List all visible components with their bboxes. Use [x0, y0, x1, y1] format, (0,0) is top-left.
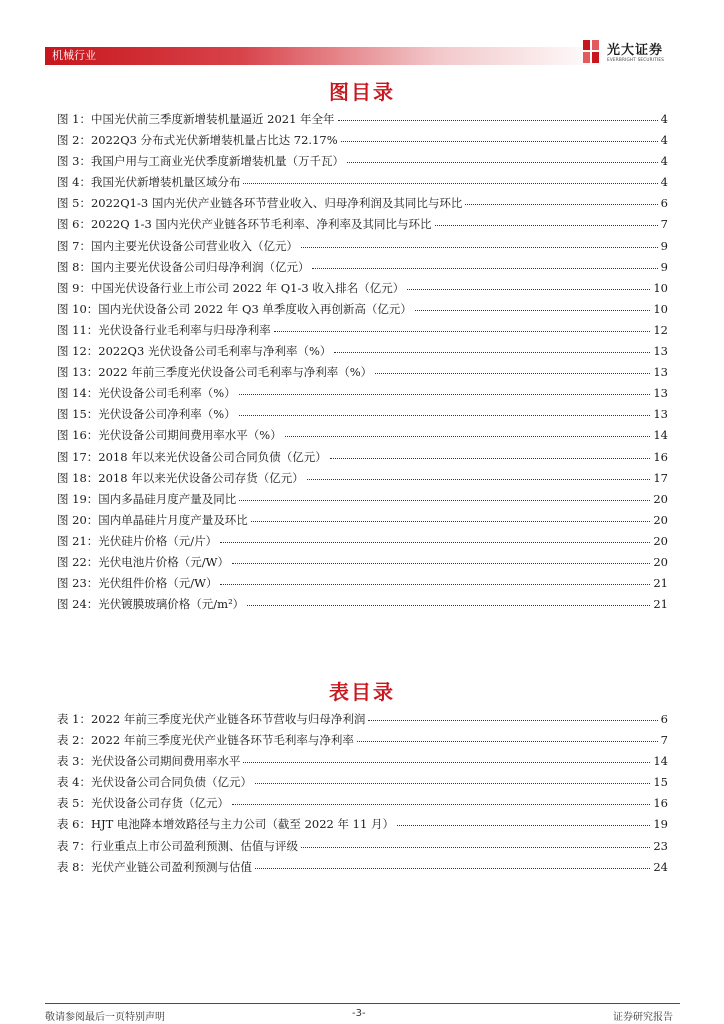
toc-entry-page: 16	[653, 449, 668, 464]
toc-leader-dots	[243, 182, 657, 184]
toc-entry-label: 图 3：我国户用与工商业光伏季度新增装机量（万千瓦）	[57, 154, 344, 169]
toc-entry[interactable]	[57, 406, 668, 427]
toc-entry-label: 图 18：2018 年以来光伏设备公司存货（亿元）	[57, 470, 304, 485]
toc-leader-dots	[239, 414, 651, 416]
toc-leader-dots	[375, 372, 650, 374]
toc-entry[interactable]	[57, 512, 668, 533]
toc-entry-page: 20	[653, 512, 668, 527]
toc-entry[interactable]	[57, 153, 668, 174]
toc-entry[interactable]	[57, 343, 668, 364]
toc-entry-label: 图 19：国内多晶硅月度产量及同比	[57, 491, 237, 506]
toc-leader-dots	[301, 846, 650, 848]
toc-leader-dots	[247, 604, 650, 606]
toc-entry-page: 21	[653, 576, 668, 591]
toc-entry-label: 图 23：光伏组件价格（元/W）	[57, 576, 218, 591]
toc-entry-label: 图 16：光伏设备公司期间费用率水平（%）	[57, 428, 282, 443]
toc-entry-label: 表 3：光伏设备公司期间费用率水平	[57, 754, 241, 769]
toc-entry[interactable]	[57, 385, 668, 406]
toc-entry-page: 4	[660, 133, 668, 148]
toc-leader-dots	[243, 761, 650, 763]
toc-entry-label: 图 15：光伏设备公司净利率（%）	[57, 407, 236, 422]
toc-entry-label: 表 6：HJT 电池降本增效路径与主力公司（截至 2022 年 11 月）	[57, 817, 394, 832]
toc-entry-label: 图 13：2022 年前三季度光伏设备公司毛利率与净利率（%）	[57, 365, 373, 380]
footer-divider	[45, 1003, 680, 1004]
figures-title: 图目录	[329, 80, 395, 104]
brand-logo	[581, 38, 681, 68]
toc-entry[interactable]	[57, 259, 668, 280]
toc-entry-page: 14	[653, 428, 668, 443]
toc-entry-label: 图 11：光伏设备行业毛利率与归母净利率	[57, 322, 271, 337]
everbright-logo-icon	[581, 38, 603, 66]
toc-entry[interactable]	[57, 111, 668, 132]
toc-entry-label: 图 14：光伏设备公司毛利率（%）	[57, 386, 236, 401]
toc-entry-page: 24	[653, 859, 668, 874]
toc-entry-label: 图 10：国内光伏设备公司 2022 年 Q3 单季度收入再创新高（亿元）	[57, 301, 412, 316]
toc-entry[interactable]	[57, 238, 668, 259]
toc-entry[interactable]	[57, 364, 668, 385]
toc-leader-dots	[251, 520, 651, 522]
toc-entry-label: 表 1：2022 年前三季度光伏产业链各环节营收与归母净利润	[57, 712, 366, 726]
toc-entry-page: 13	[653, 365, 668, 380]
toc-entry[interactable]	[57, 575, 668, 596]
toc-entry-page: 4	[660, 112, 668, 126]
toc-entry-page: 10	[653, 280, 668, 295]
toc-entry-page: 23	[653, 838, 668, 853]
toc-entry-label: 图 20：国内单晶硅片月度产量及环比	[57, 512, 248, 527]
toc-entry[interactable]	[57, 596, 668, 617]
footer-report-type: 证券研究报告	[613, 1012, 673, 1023]
toc-entry[interactable]	[57, 774, 668, 795]
toc-leader-dots	[312, 267, 657, 269]
toc-entry-page: 14	[653, 754, 668, 769]
toc-entry-page: 20	[653, 554, 668, 569]
toc-leader-dots	[347, 161, 658, 163]
toc-leader-dots	[274, 330, 651, 332]
toc-entry-label: 表 8：光伏产业链公司盈利预测与估值	[57, 859, 252, 874]
toc-leader-dots	[232, 803, 650, 805]
toc-entry-label: 图 5：2022Q1-3 国内光伏产业链各环节营业收入、归母净利润及其同比与环比	[57, 196, 463, 211]
toc-entry[interactable]	[57, 753, 668, 774]
toc-entry[interactable]	[57, 195, 668, 216]
toc-entry-page: 13	[653, 386, 668, 401]
toc-entry-page: 15	[653, 775, 668, 790]
toc-entry[interactable]	[57, 491, 668, 512]
toc-entry-page: 4	[660, 175, 668, 190]
toc-entry-page: 4	[660, 154, 668, 169]
toc-entry-label: 表 5：光伏设备公司存货（亿元）	[57, 796, 229, 811]
toc-entry[interactable]	[57, 470, 668, 491]
toc-leader-dots	[415, 309, 650, 311]
toc-leader-dots	[255, 782, 650, 784]
section-label: 机械行业	[52, 49, 96, 62]
toc-leader-dots	[220, 583, 650, 585]
toc-entry-label: 图 6：2022Q 1-3 国内光伏产业链各环节毛利率、净利率及其同比与环比	[57, 217, 432, 232]
figure-list	[57, 111, 668, 617]
toc-leader-dots	[239, 499, 650, 501]
toc-entry-label: 图 8：国内主要光伏设备公司归母净利润（亿元）	[57, 259, 310, 274]
toc-entry-label: 图 17：2018 年以来光伏设备公司合同负债（亿元）	[57, 449, 327, 464]
toc-entry-label: 图 1：中国光伏前三季度新增装机量逼近 2021 年全年	[57, 112, 335, 126]
toc-entry-label: 表 2：2022 年前三季度光伏产业链各环节毛利率与净利率	[57, 733, 354, 748]
toc-entry-label: 表 7：行业重点上市公司盈利预测、估值与评级	[57, 838, 298, 853]
toc-entry-page: 12	[653, 322, 668, 337]
toc-entry[interactable]	[57, 427, 668, 448]
toc-entry-page: 19	[653, 817, 668, 832]
toc-entry-label: 图 9：中国光伏设备行业上市公司 2022 年 Q1-3 收入排名（亿元）	[57, 280, 405, 295]
toc-leader-dots	[239, 393, 651, 395]
toc-entry[interactable]	[57, 711, 668, 732]
toc-entry[interactable]	[57, 838, 668, 859]
toc-entry-page: 17	[653, 470, 668, 485]
toc-leader-dots	[357, 740, 658, 742]
toc-leader-dots	[338, 119, 658, 121]
toc-leader-dots	[368, 719, 657, 721]
page-number: -3-	[352, 1008, 366, 1019]
toc-entry[interactable]	[57, 280, 668, 301]
header-band	[45, 47, 605, 65]
toc-entry-label: 图 21：光伏硅片价格（元/片）	[57, 533, 218, 548]
toc-entry-page: 16	[653, 796, 668, 811]
toc-leader-dots	[465, 203, 657, 205]
toc-leader-dots	[435, 224, 658, 226]
brand-subtitle: EVERBRIGHT SECURITIES	[607, 57, 665, 62]
toc-leader-dots	[307, 478, 651, 480]
toc-entry-page: 20	[653, 533, 668, 548]
toc-leader-dots	[255, 867, 650, 869]
toc-entry[interactable]	[57, 174, 668, 195]
toc-leader-dots	[232, 562, 650, 564]
toc-entry-label: 图 4：我国光伏新增装机量区域分布	[57, 175, 241, 190]
toc-entry[interactable]	[57, 816, 668, 837]
toc-entry-page: 13	[653, 344, 668, 359]
toc-entry-label: 图 22：光伏电池片价格（元/W）	[57, 554, 229, 569]
toc-entry[interactable]	[57, 554, 668, 575]
toc-entry-label: 表 4：光伏设备公司合同负债（亿元）	[57, 775, 252, 790]
toc-entry-page: 21	[653, 597, 668, 612]
toc-entry-page: 13	[653, 407, 668, 422]
toc-entry[interactable]	[57, 795, 668, 816]
toc-entry-label: 图 24：光伏镀膜玻璃价格（元/m²）	[57, 597, 245, 612]
toc-entry-page: 9	[660, 238, 668, 253]
toc-leader-dots	[334, 351, 650, 353]
toc-entry[interactable]	[57, 859, 668, 880]
toc-entry-label: 图 12：2022Q3 光伏设备公司毛利率与净利率（%）	[57, 344, 332, 359]
brand-name: 光大证券	[607, 43, 664, 58]
toc-entry[interactable]	[57, 533, 668, 554]
toc-entry[interactable]	[57, 216, 668, 237]
toc-entry-page: 7	[660, 217, 668, 232]
tables-title: 表目录	[329, 680, 395, 704]
toc-entry[interactable]	[57, 132, 668, 153]
toc-leader-dots	[285, 435, 651, 437]
footer-disclaimer: 敬请参阅最后一页特别声明	[45, 1012, 165, 1023]
toc-entry-label: 图 7：国内主要光伏设备公司营业收入（亿元）	[57, 238, 298, 253]
toc-entry-page: 6	[660, 712, 668, 726]
table-list	[57, 711, 668, 880]
toc-entry-label: 图 2：2022Q3 分布式光伏新增装机量占比达 72.17%	[57, 133, 338, 148]
toc-entry[interactable]	[57, 301, 668, 322]
toc-leader-dots	[341, 140, 658, 142]
toc-entry-page: 20	[653, 491, 668, 506]
toc-entry[interactable]	[57, 732, 668, 753]
toc-entry-page: 9	[660, 259, 668, 274]
toc-leader-dots	[220, 541, 650, 543]
toc-leader-dots	[330, 457, 651, 459]
toc-leader-dots	[407, 288, 650, 290]
toc-entry[interactable]	[57, 449, 668, 470]
toc-leader-dots	[301, 246, 658, 248]
toc-entry-page: 7	[660, 733, 668, 748]
toc-entry-page: 10	[653, 301, 668, 316]
toc-entry-page: 6	[660, 196, 668, 211]
toc-entry[interactable]	[57, 322, 668, 343]
toc-leader-dots	[397, 824, 650, 826]
